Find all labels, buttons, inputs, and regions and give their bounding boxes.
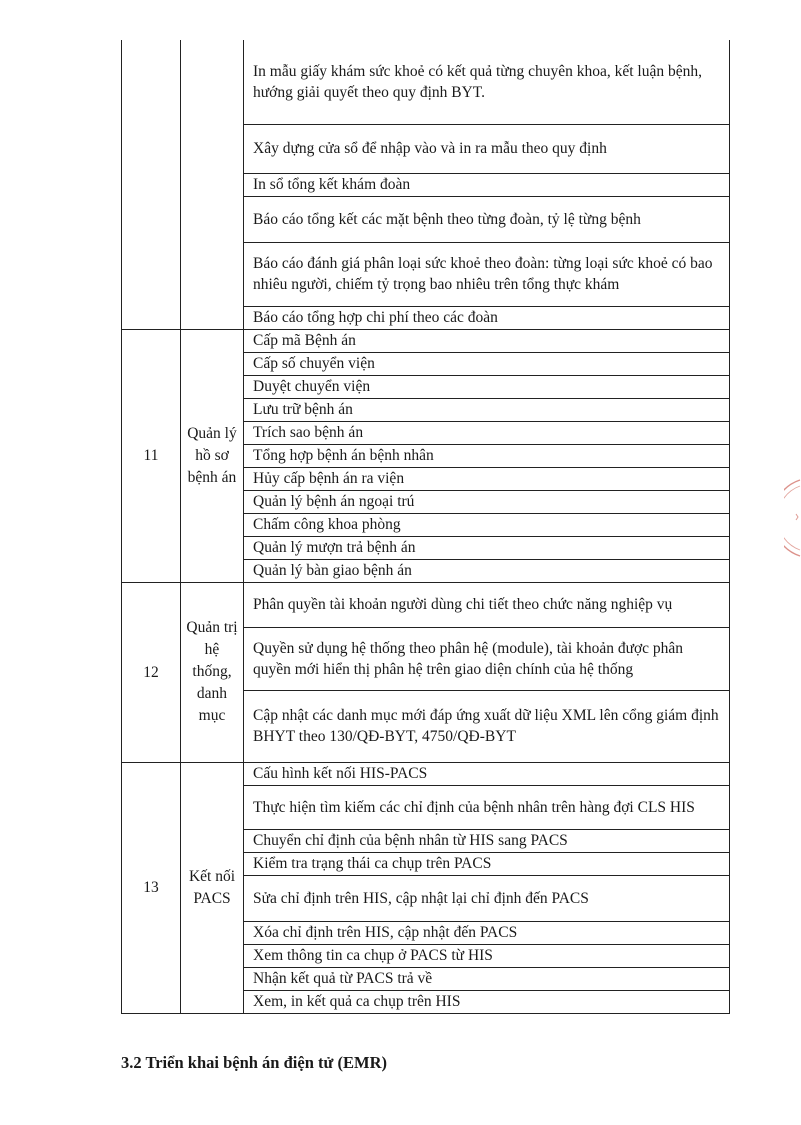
feature-description: Báo cáo đánh giá phân loại sức khoẻ theo đoàn: từng loại sức khoẻ có bao nhiêu người, chiếm tỷ trọng bao nhiêu trên tổng thực khám bbox=[244, 242, 730, 306]
table-row bbox=[122, 762, 730, 785]
feature-description: Xem thông tin ca chụp ở PACS từ HIS bbox=[244, 944, 730, 967]
feature-description: In sổ tổng kết khám đoàn bbox=[244, 173, 730, 196]
feature-description: Cấp số chuyển viện bbox=[244, 352, 730, 375]
feature-description: Xem, in kết quả ca chụp trên HIS bbox=[244, 990, 730, 1013]
feature-description: Lưu trữ bệnh án bbox=[244, 398, 730, 421]
feature-description: Tổng hợp bệnh án bệnh nhân bbox=[244, 444, 730, 467]
feature-description: Kiểm tra trạng thái ca chụp trên PACS bbox=[244, 852, 730, 875]
feature-description: Báo cáo tổng hợp chi phí theo các đoàn bbox=[244, 306, 730, 329]
group-name: Kết nối PACS bbox=[181, 762, 244, 1013]
continued-group-cell bbox=[181, 40, 244, 329]
row-number: 13 bbox=[122, 762, 181, 1013]
feature-description: Cập nhật các danh mục mới đáp ứng xuất dữ liệu XML lên cổng giám định BHYT theo 130/QĐ-BYT, 4750/QĐ-BYT bbox=[244, 690, 730, 762]
feature-description: Báo cáo tổng kết các mặt bệnh theo từng đoàn, tỷ lệ từng bệnh bbox=[244, 196, 730, 242]
feature-description: Quyền sử dụng hệ thống theo phân hệ (module), tài khoản được phân quyền mới hiển thị phân hệ trên giao diện chính của hệ thống bbox=[244, 627, 730, 690]
feature-description: Xây dựng cửa sổ để nhập vào và in ra mẫu theo quy định bbox=[244, 124, 730, 173]
table-row bbox=[122, 329, 730, 352]
feature-description: Thực hiện tìm kiếm các chỉ định của bệnh nhân trên hàng đợi CLS HIS bbox=[244, 785, 730, 829]
group-name: Quản trị hệ thống, danh mục bbox=[181, 582, 244, 762]
feature-description: Phân quyền tài khoản người dùng chi tiết theo chức năng nghiệp vụ bbox=[244, 582, 730, 627]
requirements-table bbox=[121, 40, 730, 1014]
feature-description: Quản lý mượn trả bệnh án bbox=[244, 536, 730, 559]
feature-description: Duyệt chuyển viện bbox=[244, 375, 730, 398]
feature-description: Quản lý bệnh án ngoại trú bbox=[244, 490, 730, 513]
feature-description: Cấp mã Bệnh án bbox=[244, 329, 730, 352]
feature-description: Quản lý bàn giao bệnh án bbox=[244, 559, 730, 582]
feature-description: Chuyển chỉ định của bệnh nhân từ HIS sang PACS bbox=[244, 829, 730, 852]
feature-description: Trích sao bệnh án bbox=[244, 421, 730, 444]
feature-description: Hủy cấp bệnh án ra viện bbox=[244, 467, 730, 490]
row-number: 12 bbox=[122, 582, 181, 762]
group-name: Quản lý hồ sơ bệnh án bbox=[181, 329, 244, 582]
feature-description: Xóa chỉ định trên HIS, cập nhật đến PACS bbox=[244, 921, 730, 944]
table-row bbox=[122, 582, 730, 627]
feature-description: Sửa chỉ định trên HIS, cập nhật lại chỉ định đến PACS bbox=[244, 875, 730, 921]
feature-description: In mẫu giấy khám sức khoẻ có kết quả từng chuyên khoa, kết luận bệnh, hướng giải quyết theo quy định BYT. bbox=[244, 40, 730, 124]
stamp-seal-fragment bbox=[784, 478, 801, 558]
continued-number-cell bbox=[122, 40, 181, 329]
feature-description: Chấm công khoa phòng bbox=[244, 513, 730, 536]
feature-description: Nhận kết quả từ PACS trả về bbox=[244, 967, 730, 990]
table-row bbox=[122, 40, 730, 124]
section-heading: 3.2 Triển khai bệnh án điện tử (EMR) bbox=[121, 1053, 387, 1072]
row-number: 11 bbox=[122, 329, 181, 582]
feature-description: Cấu hình kết nối HIS-PACS bbox=[244, 762, 730, 785]
